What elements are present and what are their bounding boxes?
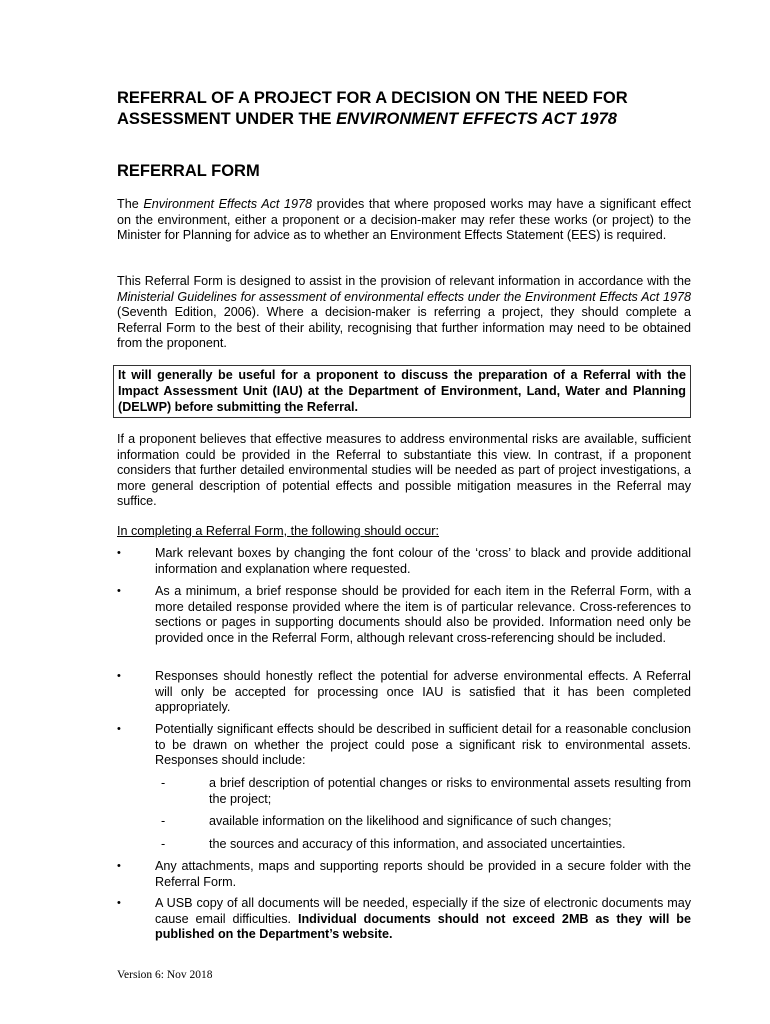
act-name-italic: ENVIRONMENT EFFECTS ACT 1978 [336, 110, 617, 128]
dash-icon: - [161, 814, 166, 828]
bullet-icon: • [117, 860, 121, 872]
file-size-warning: Individual documents should not exceed 2MB as they will be published on the Department’s website. [155, 911, 691, 942]
bullet-icon: • [117, 585, 121, 597]
bullet-icon: • [117, 547, 121, 559]
intro-paragraph: The Environment Effects Act 1978 provides that where proposed works may have a significant effect on the environment, either a proponent or a decision-maker may refer these works (or project) to the Minister for Planning for advice as to whether an Environment Effects Statement (EES) is required. [117, 197, 692, 243]
bullet-icon: • [117, 723, 121, 735]
bullet-icon: • [117, 670, 121, 682]
bullet-icon: • [117, 897, 121, 909]
measures-paragraph: If a proponent believes that effective measures to address environmental risks are available, sufficient information could be provided in the Referral to substantiate this view. In contrast, if a proponent considers that further detailed environmental studies will be needed as part of project investigations, a more general description of potential effects and possible mitigation measures in the Referral may suffice. [117, 432, 691, 509]
consultation-callout-box: It will generally be useful for a proponent to discuss the preparation of a Referral with the Impact Assessment Unit (IAU) at the Department of Environment, Land, Water and Planning (DELWP) before submitting the Referral. [113, 365, 691, 418]
form-heading: REFERRAL FORM [117, 162, 260, 180]
dash-icon: - [161, 837, 166, 851]
list-heading: In completing a Referral Form, the following should occur: [117, 524, 439, 538]
version-footer: Version 6: Nov 2018 [117, 969, 213, 981]
purpose-paragraph: This Referral Form is designed to assist in the provision of relevant information in accordance with the Ministerial Guidelines for assessment of environmental effects under the Environment Effects Act 1978 (Seventh Edition, 2006). Where a decision-maker is referring a project, they should complete a Referral Form to the best of their ability, recognising that further information may need to be obtained from the proponent. [117, 274, 691, 351]
dash-icon: - [161, 776, 166, 790]
document-title: REFERRAL OF A PROJECT FOR A DECISION ON THE NEED FOR ASSESSMENT UNDER THE ENVIRONMENT EFFECTS ACT 1978 [117, 89, 628, 128]
